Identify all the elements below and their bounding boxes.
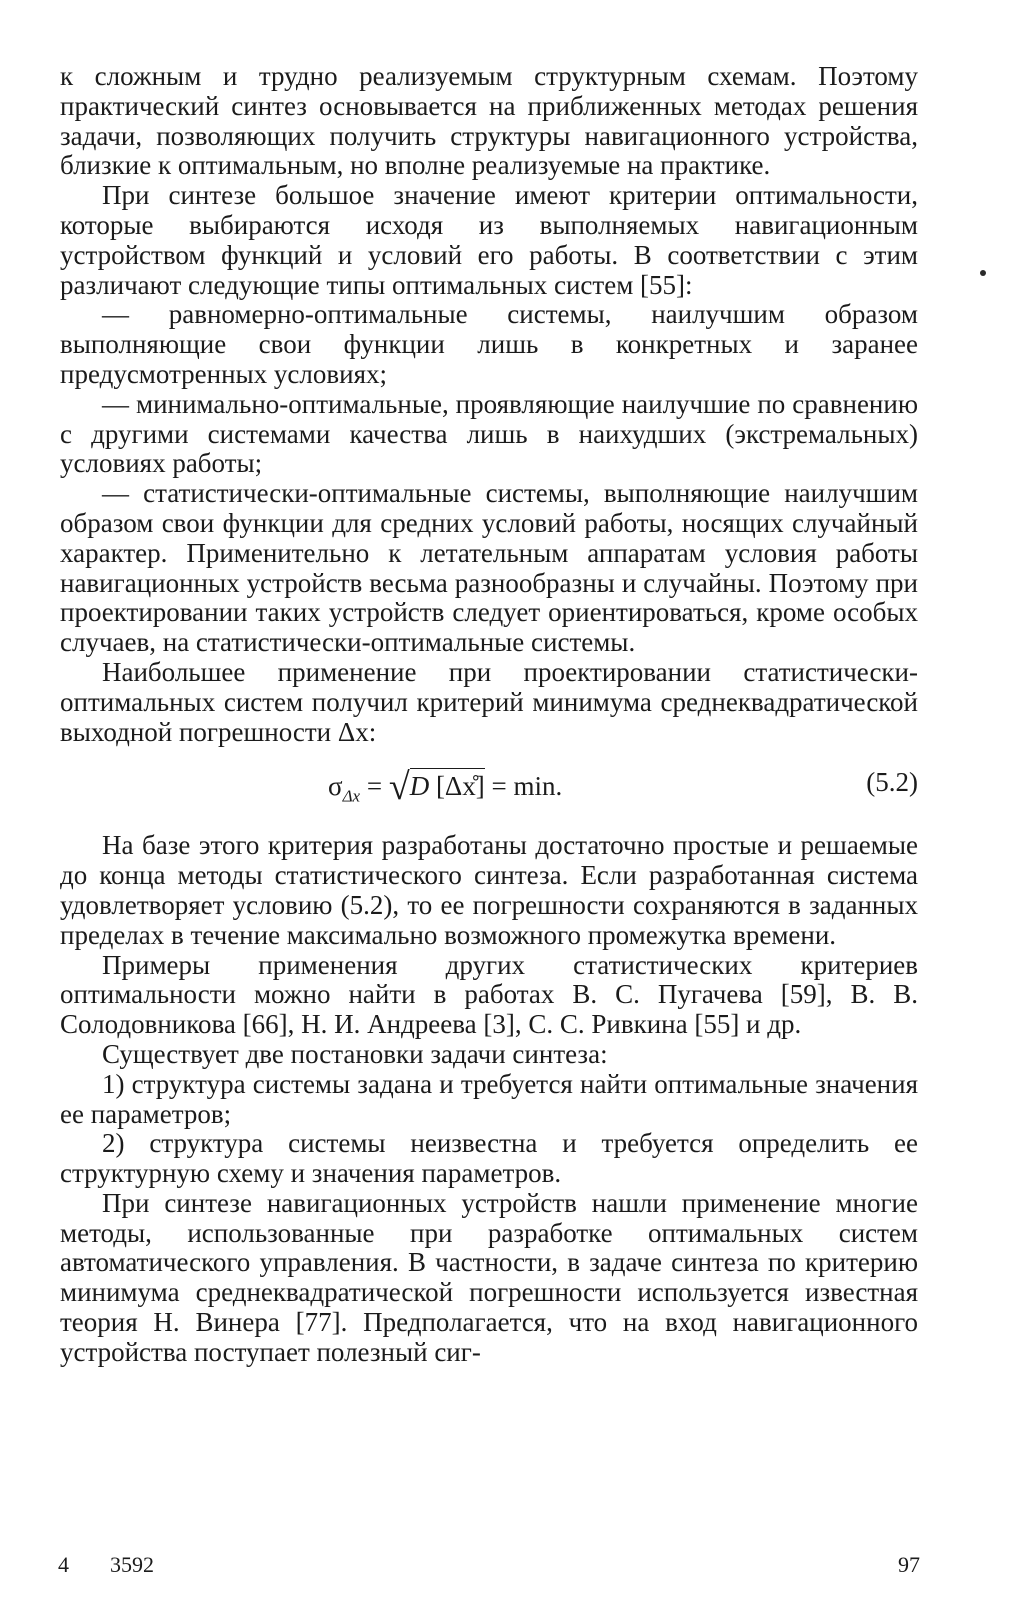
paragraph-problem-statements: Существует две постановки задачи синтеза: [102, 1038, 608, 1069]
list-item-minimax-optimal: — минимально-оптимальные, проявляющие наилучшие по сравнению с другими системами качества лишь в наихудших (экстремальных) условиях работы; [60, 388, 918, 479]
signature-mark: 4 [58, 1552, 69, 1577]
paragraph-wiener: При синтезе навигационных устройств нашли применение многие методы, использованные при разработке оптимальных систем автоматического управления. В частности, в задаче синтеза по критерию минимума среднеквадратической погрешности используется известная теория Н. Винера [77]. Предполагается, что на вход навигационного устройства поступает полезный сиг- [60, 1187, 918, 1367]
formula-number: (5.2) [866, 767, 918, 798]
formula-5-2 [60, 749, 918, 829]
paragraph-2: При синтезе большое значение имеют критерии оптимальности, которые выбираются исходя из выполняемых навигационным устройством функций и условий его работы. В соответствии с этим различают следующие типы оптимальных систем [55]: [60, 180, 918, 300]
list-item-structure-unknown: 2) структура системы неизвестна и требуется определить ее структурную схему и значения параметров. [60, 1128, 918, 1189]
paragraph-basis: На базе этого критерия разработаны достаточно простые и решаемые до конца методы статистического синтеза. Если разработанная система удовлетворяет условию (5.2), то ее погрешности сохраняются в заданных пределах в течение максимально возможного промежутка времени. [60, 830, 918, 950]
list-item-structure-given: 1) структура системы задана и требуется найти оптимальные значения ее параметров; [60, 1068, 918, 1129]
paragraph-criterion: Наибольшее применение при проектировании статистически-оптимальных систем получил критерий минимума среднеквадратической выходной погрешности Δx: [60, 656, 918, 747]
formula-result: = min. [484, 771, 563, 802]
list-item-uniform-optimal: — равномерно-оптимальные системы, наилучшим образом выполняющие свои функции лишь в конкретных и заранее предусмотренных условиях; [60, 299, 918, 389]
formula-variance: D [409, 771, 430, 802]
paragraph-1: к сложным и трудно реализуемым структурным схемам. Поэтому практический синтез основывается на приближенных методах решения задачи, позволяющих получить структуры навигационного устройства, близкие к оптимальным, но вполне реализуемые на практике. [60, 61, 918, 181]
formula-sigma: σ [328, 771, 343, 802]
paragraph-examples: Примеры применения других статистических критериев оптимальности можно найти в работах В. С. Пугачева [59], В. В. Солодовникова [66], Н. И. Андреева [3], С. С. Ривкина [55] и др. [60, 949, 918, 1040]
formula-equals: = [360, 771, 389, 802]
list-item-statistical-optimal: — статистически-оптимальные системы, выполняющие наилучшим образом свои функции для средних условий работы, носящих случайный характер. Применительно к летательным аппаратам условия работы навигационных устройств весьма разнообразны и случайны. Поэтому при проектировании таких устройств следует ориентироваться, кроме особых случаев, на статистически-оптимальные системы. [60, 478, 918, 658]
formula-subscript: Δx [342, 786, 361, 806]
sqrt-overline [410, 768, 485, 802]
page-body [60, 62, 918, 1368]
page-number: 97 [898, 1552, 920, 1577]
formula-expression [328, 765, 562, 809]
margin-dot [980, 270, 986, 276]
print-code: 3592 [110, 1552, 154, 1577]
formula-argument: [Δx̊] [429, 771, 485, 802]
sqrt-icon: √ [388, 766, 410, 809]
